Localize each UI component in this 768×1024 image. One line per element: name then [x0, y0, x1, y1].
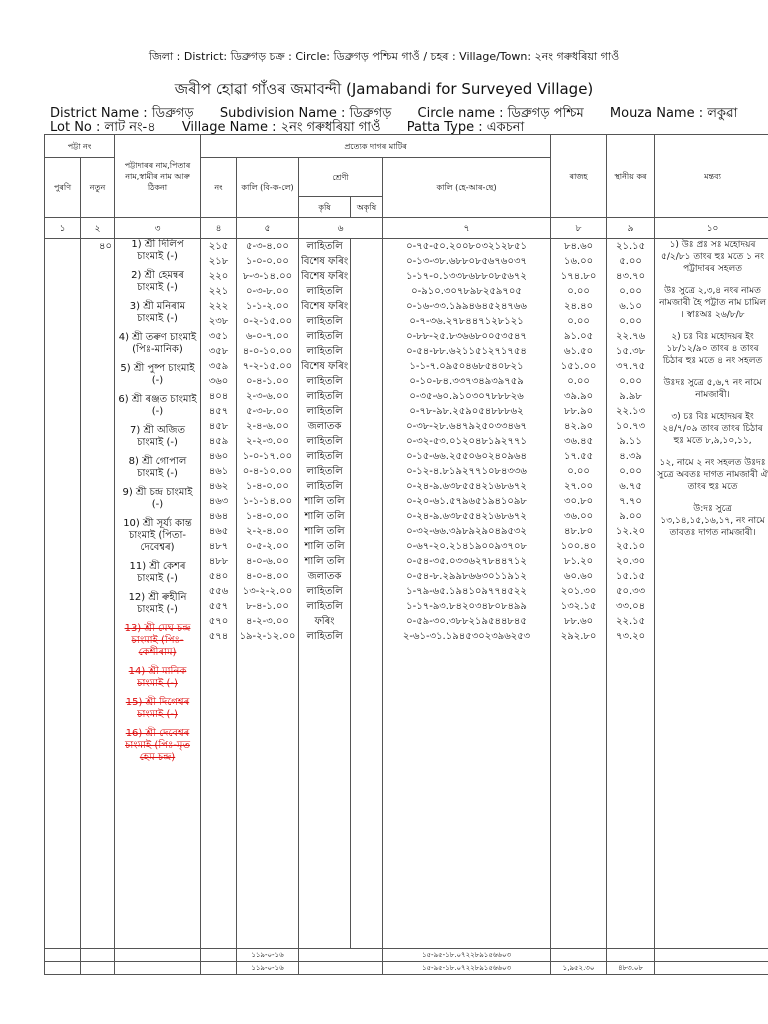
area-hare: ০-৭৮-৯৮.২৫৯০৫৪৮৮৮৬২: [409, 406, 524, 417]
land-class: শালি তলি: [304, 511, 345, 522]
land-class: লাহিতলি: [306, 631, 343, 642]
index-cell: ৪: [201, 218, 237, 239]
land-class: লাহিতলি: [306, 346, 343, 357]
area-hare: ০-৫৪-৩৫.০৩৩৬২৭৮৪৪৭১২: [406, 556, 527, 567]
dag-no: ৫৭০: [208, 616, 229, 627]
area-bkl: ০-৩-৮.০০: [246, 286, 289, 297]
dag-no: ২২০: [208, 271, 229, 282]
revenue-value: ৮৮.৯০: [563, 406, 594, 417]
land-class: লাহিতলি: [306, 406, 343, 417]
revenue-value: ৩৬.৪৫: [563, 436, 594, 447]
land-class: লাহিতলি: [306, 376, 343, 387]
dag-no: ২৩৮: [208, 316, 229, 327]
area-bkl: ২-২-৪.০০: [246, 526, 289, 537]
area-hare: ০-২৪-৯.৬৩৮৫৫৪২১৬৮৬৭২: [406, 511, 527, 522]
revenue-value: ৩৬.০০: [563, 511, 594, 522]
area-bkl: ৮-৪-১.০০: [246, 601, 289, 612]
owners-cell: [115, 239, 201, 949]
area-bkl: ২-৩-৬.০০: [246, 391, 289, 402]
land-class: শালি তলি: [304, 526, 345, 537]
local-rate-value: ১০.৭৩: [615, 421, 646, 432]
area-hare: ০-৩৮-২৮.৬৪৭৯২৫০৩৩৪৬৭: [406, 421, 527, 432]
footer-cell: [299, 962, 383, 975]
land-class: লাহিতলি: [306, 451, 343, 462]
area-hare: ০-১৫-৬৬.২৫৫০৬০২৪০৯৬৪: [406, 451, 527, 462]
footer-cell: [201, 949, 237, 962]
area-bkl: ৪-০-৬.০০: [246, 556, 289, 567]
dag-no-cell: [201, 239, 237, 949]
footer-cell: [115, 949, 201, 962]
revenue-value: ২৯২.৮০: [560, 631, 597, 642]
owner-entry: 5) শ্ৰী পুষ্প চাংমাই (-): [120, 363, 195, 386]
index-cell: ৯: [607, 218, 655, 239]
footer-cell: [551, 949, 607, 962]
land-class: জলাতক: [307, 421, 342, 432]
dag-no: ৪০৪: [208, 391, 229, 402]
revenue-value: ২০১.৩০: [560, 586, 597, 597]
area-hare: ০-১৬-৩৩.১৯৯৪৬৪৫২৪৭৬৬: [406, 301, 527, 312]
land-class: লাহিতলি: [306, 286, 343, 297]
local-rate-value: ১৫.৩৮: [615, 346, 646, 357]
revenue-value: ৩৯.৯০: [563, 391, 594, 402]
local-rate-value: ০.০০: [619, 376, 642, 387]
footer-cell: [655, 962, 768, 975]
area-hare: ০-৮৮-২৫.৮৩৬৬৮০০৫৩৫৪৭: [406, 331, 527, 342]
revenue-value: ৩০.৮০: [563, 496, 594, 507]
owner-entry: 13) শ্ৰী মেঘ চন্দ্ৰ চাংমাই (পিঃ-কেশীৰাম): [124, 623, 191, 658]
footer-cell: [607, 949, 655, 962]
local-rate-value: ৯.১১: [619, 436, 642, 447]
dag-no: ৪৬১: [208, 466, 229, 477]
old-header: পুৰণি: [45, 158, 81, 218]
index-cell: ৮: [551, 218, 607, 239]
index-cell: ১০: [655, 218, 768, 239]
index-cell: ৬: [299, 218, 383, 239]
dag-no: ৪৬৪: [208, 511, 229, 522]
dag-no: ৪৫৭: [208, 406, 229, 417]
area-hare: ০-১২-৪.৮১৯২৭৭১০৮৪৩৩৬: [406, 466, 527, 477]
remark-entry: ২) চঃ বিঃ মহোদয়ৰ ইং ১৮/১২/৯০ তাংৰ ৪ তাংৰ চিঠাৰ হুঃ মতে ৪ নং সহলত: [662, 332, 763, 366]
owner-entry: 15) শ্ৰী দিগেশ্বৰ চাংমাই (-): [125, 697, 190, 720]
local-rate-value: ০.০০: [619, 286, 642, 297]
footer-cell: [45, 962, 81, 975]
area-bkl: ০-৫-২.০০: [246, 541, 289, 552]
revenue-value: ০.০০: [567, 286, 590, 297]
land-class: বিশেষ ফৰিং: [301, 301, 348, 312]
dag-no: ৫৫৬: [208, 586, 229, 597]
footer-cell: [81, 949, 115, 962]
land-class: লাহিতলি: [306, 481, 343, 492]
local-rate-value: ৭.৭০: [619, 496, 642, 507]
owner-entry: 3) শ্ৰী মনিৰাম চাংমাই (-): [129, 301, 186, 324]
jamabandi-table: [44, 134, 768, 975]
dag-no: ২২১: [208, 286, 229, 297]
footer-cell: [655, 949, 768, 962]
dag-no: ৪৫৮: [208, 421, 229, 432]
subdivision-name: Subdivision Name : ডিব্ৰুগড়: [219, 106, 392, 121]
footer-total-bkl: ১১৯-০-১৬: [237, 949, 299, 962]
grand-total-hare: ১৫-৯৫-১৮.০৭২২৮৯১৫৬৬০৩: [383, 962, 551, 975]
index-cell: ৭: [383, 218, 551, 239]
area-hare: ০-৫৪-৮৮.৬২১১৫১২৭১৭৫৪: [406, 346, 527, 357]
area-bkl-cell: [237, 239, 299, 949]
area-hare: ০-৩২-৫৩.০১২০৪৮১৯২৭৭১: [406, 436, 527, 447]
index-cell: ৩: [115, 218, 201, 239]
location-line: জিলা : District: ডিব্ৰুগড় চক্ৰ : Circle: ডিব্ৰুগড় পশ্চিম গাওঁ / চহৰ : Village/Town: ২নং গৰুধৰিয়া গাওঁ: [148, 50, 620, 63]
class-header: শ্ৰেণী: [299, 158, 383, 197]
local-rate-cell: [607, 239, 655, 949]
area-hare: ০-৬৭-২০.২১৪১৯০০৯৩৭০৮: [406, 541, 527, 552]
dag-no-header: নং: [201, 158, 237, 218]
remarks-cell: [655, 239, 768, 949]
area-bkl: ১৯-২-১২.০০: [239, 631, 296, 642]
new-header: নতুন: [81, 158, 115, 218]
area-hare: ১-১-৭.০৯৫০৪৬৮৫৪০৮২১: [409, 361, 524, 372]
page-title: জৰীপ হোৱা গাঁওৰ জমাবন্দী (Jamabandi for Surveyed Village): [174, 80, 594, 98]
dag-no: ২১৫: [208, 241, 229, 252]
land-class: বিশেষ ফৰিং: [301, 256, 348, 267]
area-bkl: ৭-২-১৫.০০: [242, 361, 293, 372]
revenue-value: ৮৪.৬০: [563, 241, 594, 252]
land-class: লাহিতলি: [306, 586, 343, 597]
area-hare: ০-৫৯-৩০.৩৮৮২১৯৫৪৪৮৪৫: [406, 616, 527, 627]
revenue-value: ৯১.০৫: [563, 331, 594, 342]
revenue-value: ১৭.৫৫: [563, 451, 594, 462]
area-bkl: ৫-৩-৮.০০: [246, 406, 289, 417]
index-cell: ১: [45, 218, 81, 239]
dag-no: ৪৮৮: [208, 556, 229, 567]
lot-no: Lot No : লাট নং-৪: [50, 120, 156, 135]
area-hare: ০-১৩-৩৮.৬৮৮০৮৫৬৭৬০৩৭: [406, 256, 527, 267]
village-name: Village Name : ২নং গৰুধৰিয়া গাওঁ: [181, 120, 381, 135]
local-rate-value: ৫০.৩৩: [615, 586, 646, 597]
land-class: বিশেষ ফৰিং: [301, 271, 348, 282]
revenue-value: ২৪.৪০: [563, 301, 594, 312]
area-bkl: ০-৪-১০.০০: [242, 466, 293, 477]
remarks-header: মন্তব্য: [655, 135, 768, 218]
revenue-value: ১৭৪.৮০: [560, 271, 597, 282]
revenue-value: ১৩২.১৫: [560, 601, 597, 612]
area-bkl: ০-২-১৫.০০: [242, 316, 293, 327]
area-hare: ০-২০-৬১.৫৭৯৬৫১৯৪১০৯৮: [406, 496, 527, 507]
local-rate-value: ৪৩.৭০: [615, 271, 646, 282]
owner-entry: 11) শ্ৰী কেশৰ চাংমাই (-): [129, 561, 186, 584]
dag-no: ৪৮৭: [208, 541, 229, 552]
dag-no: ৪৬৫: [208, 526, 229, 537]
index-cell: ৫: [237, 218, 299, 239]
non-agri-header: অকৃষি: [351, 197, 383, 218]
area-hare: ০-৩২-৬৬.৩৯৮৯২৯০৪৯৫৩২: [406, 526, 527, 537]
dag-no: ২২২: [208, 301, 229, 312]
local-rate-value: ২৫.১০: [615, 541, 646, 552]
area-hare: ১-৭৯-৬৫.১৯৪১০৯৭৭৪৫২২: [406, 586, 527, 597]
owner-entry: 12) শ্ৰী ৰুহীনি চাংমাই (-): [128, 592, 187, 615]
area-bkl: ১-০-০.০০: [246, 256, 289, 267]
local-rate-value: ৯.০০: [619, 511, 642, 522]
new-patta-cell: ৪০: [81, 239, 115, 949]
revenue-value: ২৭.০০: [563, 481, 594, 492]
dag-no: ৫৭৪: [208, 631, 229, 642]
local-rate-value: ২২.১৫: [615, 616, 646, 627]
area-bkl: ৪-০-৪.০০: [246, 571, 289, 582]
area-bkl-header: কালি (বি-ক-লে): [237, 158, 299, 218]
old-patta-cell: [45, 239, 81, 949]
land-class: জলাতক: [307, 571, 342, 582]
footer-cell: [201, 962, 237, 975]
area-hare: ১-১৭-৯৩.৮৪২০৩৪৮০৮৪৯৯: [406, 601, 527, 612]
grand-total-revenue: ১,৯৫২.৩০: [551, 962, 607, 975]
land-class: শালি তলি: [304, 496, 345, 507]
revenue-value: ০.০০: [567, 316, 590, 327]
land-class: বিশেষ ফৰিং: [301, 361, 348, 372]
area-hare: ২-৬১-৩১.১৯৪৫৩০২৩৯৬২৫৩: [402, 631, 531, 642]
revenue-value: ১৬.০০: [563, 256, 594, 267]
district-name: District Name : ডিব্ৰুগড়: [50, 106, 194, 121]
land-class: ফৰিং: [314, 616, 335, 627]
land-class: শালি তলি: [304, 541, 345, 552]
agri-header: কৃষি: [299, 197, 351, 218]
land-class: লাহিতলি: [306, 316, 343, 327]
local-rate-value: ৬.১০: [619, 301, 642, 312]
land-class: লাহিতলি: [306, 331, 343, 342]
patta-type: Patta Type : একচনা: [406, 120, 525, 135]
owner-entry: 10) শ্ৰী সূৰ্য্য কান্ত চাংমাই (পিতা-দেবেশ্বৰ): [123, 518, 192, 553]
local-rate-value: ২০.৩০: [615, 556, 646, 567]
local-rate-value: ১২.২০: [615, 526, 646, 537]
land-class: লাহিতলি: [306, 466, 343, 477]
owner-entry: 6) শ্ৰী ৰঞ্জত চাংমাই (-): [118, 394, 197, 417]
area-hare: ০-২৪-৯.৬৩৮৫৫৪২১৬৮৬৭২: [406, 481, 527, 492]
area-hare-header: কালি (হে-আৰ-ছে): [383, 158, 551, 218]
dag-no: ৪৬২: [208, 481, 229, 492]
area-bkl: ১-১-১৪.০০: [242, 496, 293, 507]
owner-entry: 8) শ্ৰী গোপাল চাংমাই (-): [128, 456, 187, 479]
dag-no: ৫৫৭: [208, 601, 229, 612]
area-hare: ১-১৭-০.১৩৩৮৬৮৮০৮৫৬৭২: [406, 271, 527, 282]
index-cell: ২: [81, 218, 115, 239]
grand-total-bkl: ১১৯-০-১৬: [237, 962, 299, 975]
owner-entry: 9) শ্ৰী চন্দ্ৰ চাংমাই (-): [122, 487, 193, 510]
revenue-value: ১০০.৪০: [560, 541, 597, 552]
area-hare-cell: [383, 239, 551, 949]
class-cell: [299, 239, 351, 949]
owner-entry: 16) শ্ৰী দেবেশ্বৰ চাংমাই (পিঃ-মৃত হেম চন্দ্ৰ): [125, 728, 190, 763]
area-bkl: ৫-৩-৪.০০: [246, 241, 289, 252]
owner-entry: 7) শ্ৰী অজিত চাংমাই (-): [130, 425, 185, 448]
area-bkl: ০-৪-১.০০: [246, 376, 289, 387]
dag-no: ৪৬০: [208, 451, 229, 462]
local-rate-value: ৩৩.০৪: [615, 601, 646, 612]
owner-entry: 1) শ্ৰী দিলিপ চাংমাই (-): [131, 239, 184, 262]
remark-entry: ১২, নামে ২ নং সহলত উঃদঃ সুত্ৰে অবতঃ দাগত নামজাৰী ঐ তাংৰ হুঃ মতে: [657, 458, 768, 492]
footer-cell: [45, 949, 81, 962]
local-rate-value: ২২.৭৬: [615, 331, 646, 342]
dag-no: ৪৬৩: [208, 496, 229, 507]
revenue-value: ৪৮.৮০: [563, 526, 594, 537]
area-bkl: ৪-০-১০.০০: [242, 346, 293, 357]
area-bkl: ২-৪-৬.০০: [246, 421, 289, 432]
revenue-header: ৰাজহ: [551, 135, 607, 218]
area-bkl: ১-০-১৭.০০: [242, 451, 293, 462]
land-class: লাহিতলি: [306, 391, 343, 402]
footer-cell: [81, 962, 115, 975]
revenue-value: ৬০.৬০: [563, 571, 594, 582]
revenue-value: ৮৮.৬০: [563, 616, 594, 627]
remark-entry: উ:দঃ সুত্ৰে ১৩,১৪,১৫,১৬,১৭, নং নামে তাবতঃ দাগত নামজাৰী।: [660, 504, 765, 538]
area-bkl: ১৩-২-২.০০: [242, 586, 293, 597]
area-bkl: ১-৪-০.০০: [246, 511, 289, 522]
footer-total-hare: ১৫-৯৫-১৮.০৭২২৮৯১৫৬৬০৩: [383, 949, 551, 962]
land-class: লাহিতলি: [306, 436, 343, 447]
remark-entry: উঃ সুত্ৰে ২,৩,৪ নংৰ নামত নামজাৰী হৈ পট্টাত নাম চামিল । স্বাঃঅঃ ২৬/৮/৮: [659, 286, 767, 320]
land-details-header: প্ৰত্যেক দাগৰ মাটিৰ: [201, 135, 551, 158]
non-agri-cell: [351, 239, 383, 949]
area-bkl: ১-৪-০.০০: [246, 481, 289, 492]
area-bkl: ৪-২-৩.০০: [246, 616, 289, 627]
footer-cell: [299, 949, 383, 962]
land-class: লাহিতলি: [306, 241, 343, 252]
dag-no: ৩৫১: [208, 331, 229, 342]
owner-entry: 14) শ্ৰী মানিক চাংমাই (-): [128, 666, 187, 689]
dag-no: ২১৮: [208, 256, 229, 267]
area-bkl: ২-২-৩.০০: [246, 436, 289, 447]
local-rate-value: ৭৩.২০: [615, 631, 646, 642]
local-rate-value: ৫.০০: [619, 256, 642, 267]
local-rate-value: ১৫.১৫: [615, 571, 646, 582]
area-bkl: ১-১-২.০০: [246, 301, 289, 312]
area-bkl: ৬-০-৭.০০: [246, 331, 289, 342]
area-hare: ০-৭৫-৫০.২০০৮০৩২১২৮৫১: [406, 241, 527, 252]
dag-no: ৩৫৮: [208, 346, 229, 357]
owner-entry: 4) শ্ৰী তৰুণ চাংমাই (পিঃ-মানিক): [118, 332, 197, 355]
revenue-value: ৬১.৫০: [563, 346, 594, 357]
area-hare: ০-৩৫-৬০.৯১০৩০৭৮৮৮২৬: [409, 391, 524, 402]
area-hare: ০-৫৪-৮.২৯৯৮৬৬৩০১১৯১২: [406, 571, 527, 582]
local-rate-value: ০.০০: [619, 316, 642, 327]
local-rate-value: ৯.৯৮: [619, 391, 642, 402]
area-hare: ০-৭-৩৬.২৭৮৪৪৭১২৮১২১: [409, 316, 524, 327]
revenue-value: ০.০০: [567, 466, 590, 477]
revenue-value: ০.০০: [567, 376, 590, 387]
holder-header: পট্টাদাৰৰ নাম,পিতাৰ নাম,স্বামীৰ নাম আৰু ঠিকনা: [115, 135, 201, 218]
footer-cell: [115, 962, 201, 975]
revenue-value: ১৫১.০০: [560, 361, 597, 372]
dag-no: ৪৫৯: [208, 436, 229, 447]
circle-name: Circle name : ডিব্ৰুগড় পশ্চিম: [417, 106, 584, 121]
patta-no-header: পট্টা নং: [45, 135, 115, 158]
local-rate-value: ২২.১৩: [615, 406, 646, 417]
remark-entry: ৩) চঃ বিঃ মহোদয়ৰ ইং ২৪/৭/০৯ তাংৰ তাংৰ চিঠাৰ হুঃ মতে ৮,৯,১০,১১,: [662, 412, 763, 446]
area-hare: ০-৯১০.৩০৭৮৯৮২৫৯৭০৫: [411, 286, 522, 297]
revenue-cell: [551, 239, 607, 949]
remark-entry: উঃদঃ সুত্ৰে ৫,৬,৭ নং নামে নামজাৰী।: [663, 378, 762, 400]
dag-no: ৫৪০: [208, 571, 229, 582]
grand-total-local-rate: ৪৮৩.০৮: [607, 962, 655, 975]
local-rate-value: ২১.১৫: [615, 241, 646, 252]
area-hare: ০-১০-৮৪.৩৩৭৩৪৯৩৯৭৫৯: [409, 376, 524, 387]
area-bkl: ৮-৩-১৪.০০: [242, 271, 293, 282]
local-rate-value: ০.০০: [619, 466, 642, 477]
local-rate-value: ৩৭.৭৫: [615, 361, 646, 372]
revenue-value: ৮১.২০: [563, 556, 594, 567]
mouza-name: Mouza Name : লকুৱা: [609, 106, 738, 121]
owner-entry: 2) শ্ৰী হেমন্বৰ চাংমাই (-): [131, 270, 184, 293]
local-rate-value: ৬.৭৫: [619, 481, 642, 492]
land-class: লাহিতলি: [306, 601, 343, 612]
revenue-value: ৪২.৯০: [563, 421, 594, 432]
land-class: শালি তলি: [304, 556, 345, 567]
remark-entry: ১) উঃ প্ৰঃ সঃ মহোদয়ৰ ৫/২/৮১ তাংৰ হুঃ মতে ১ নং পট্টাদাৰৰ সহলত: [661, 240, 765, 274]
dag-no: ৩৫৯: [208, 361, 229, 372]
dag-no: ৩৬০: [208, 376, 229, 387]
local-rate-value: ৪.৩৯: [619, 451, 642, 462]
local-rate-header: স্থানীয় কৰ: [607, 135, 655, 218]
